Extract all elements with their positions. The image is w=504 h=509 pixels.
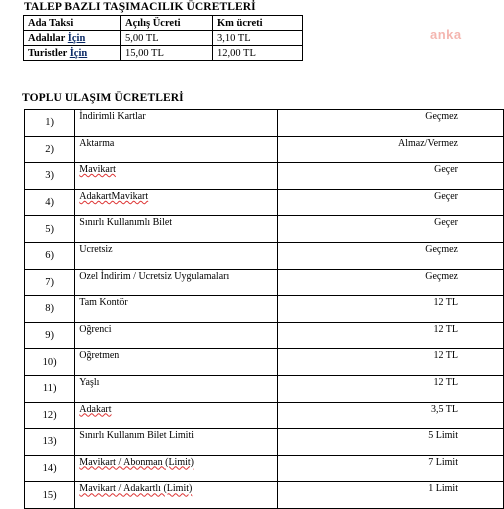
row-value: Geçmez: [277, 242, 503, 269]
opening-fee-cell: 15,00 TL: [121, 46, 213, 61]
table-row: [24, 31, 303, 46]
row-number: 7): [25, 269, 75, 296]
header-opening-fee: Açılış Ücreti: [121, 16, 213, 31]
table-row: [25, 136, 504, 163]
row-label-link: İçin: [69, 47, 88, 59]
table-row: [25, 242, 504, 269]
spellcheck-word: Adakart: [79, 403, 112, 415]
row-name: İndirimli Kartlar: [75, 110, 278, 137]
row-number: 9): [25, 322, 75, 349]
row-label-text: Turistler: [28, 47, 70, 59]
opening-fee-cell: 5,00 TL: [121, 31, 213, 46]
table-row: [25, 216, 504, 243]
table-header-row: [24, 16, 303, 31]
row-name: [75, 402, 278, 429]
row-number: 12): [25, 402, 75, 429]
row-value: 12 TL: [277, 322, 503, 349]
km-fee-cell: 12,00 TL: [213, 46, 303, 61]
row-name: Ozel İndirim / Ucretsiz Uygulamaları: [75, 269, 278, 296]
row-name: Sınırlı Kullanımlı Bilet: [75, 216, 278, 243]
spellcheck-word: AdakartMavikart: [79, 190, 149, 202]
row-number: 8): [25, 296, 75, 323]
row-value: 7 Limit: [277, 455, 503, 482]
row-value: 12 TL: [277, 349, 503, 376]
row-number: 4): [25, 189, 75, 216]
row-value: Almaz/Vermez: [277, 136, 503, 163]
row-name: [75, 189, 278, 216]
row-value: Geçmez: [277, 269, 503, 296]
public-transport-table: [24, 109, 504, 509]
row-value: 5 Limit: [277, 429, 503, 456]
row-value: 12 TL: [277, 296, 503, 323]
row-name: Aktarma: [75, 136, 278, 163]
row-name: [75, 482, 278, 509]
row-name: Oğrenci: [75, 322, 278, 349]
row-value: Geçer: [277, 189, 503, 216]
table-row: [25, 455, 504, 482]
row-label-text: Adalılar: [28, 32, 68, 44]
spellcheck-word: Mavikart / Adakartlı (Limit): [79, 483, 193, 495]
spellcheck-word: Mavikart: [79, 164, 116, 176]
row-name: Yaşlı: [75, 375, 278, 402]
table-row: [25, 189, 504, 216]
row-name: [75, 455, 278, 482]
row-name: [75, 163, 278, 190]
row-name: Sınırlı Kullanım Bilet Limiti: [75, 429, 278, 456]
table-row: [25, 482, 504, 509]
table-row: [25, 402, 504, 429]
row-value: Geçmez: [277, 110, 503, 137]
row-value: Geçer: [277, 216, 503, 243]
row-name: Oğretmen: [75, 349, 278, 376]
row-label-link: İçin: [67, 32, 86, 44]
row-value: 3,5 TL: [277, 402, 503, 429]
section-title-public-transport: TOPLU ULAŞIM ÜCRETLERİ: [22, 92, 184, 104]
row-number: 10): [25, 349, 75, 376]
row-value: Geçer: [277, 163, 503, 190]
header-ada-taksi: Ada Taksi: [24, 16, 121, 31]
table-row: [25, 429, 504, 456]
table-row: [25, 110, 504, 137]
demand-transport-table: [23, 15, 303, 61]
table-row: [25, 163, 504, 190]
row-number: 14): [25, 455, 75, 482]
row-number: 6): [25, 242, 75, 269]
table-row: [25, 375, 504, 402]
row-number: 2): [25, 136, 75, 163]
table-row: [25, 322, 504, 349]
row-value: 1 Limit: [277, 482, 503, 509]
table-row: [24, 46, 303, 61]
row-number: 1): [25, 110, 75, 137]
row-number: 15): [25, 482, 75, 509]
spellcheck-word: Mavikart / Abonman (Limit): [79, 456, 194, 468]
row-number: 3): [25, 163, 75, 190]
row-name: Ucretsiz: [75, 242, 278, 269]
header-km-fee: Km ücreti: [213, 16, 303, 31]
table-row: [25, 269, 504, 296]
table-row: [25, 296, 504, 323]
row-label: [24, 46, 121, 61]
table-row: [25, 349, 504, 376]
km-fee-cell: 3,10 TL: [213, 31, 303, 46]
row-name: Tam Kontör: [75, 296, 278, 323]
watermark-logo: anka: [430, 27, 462, 42]
row-number: 11): [25, 375, 75, 402]
row-number: 13): [25, 429, 75, 456]
row-label: [24, 31, 121, 46]
row-number: 5): [25, 216, 75, 243]
section-title-demand-transport: TALEP BAZLI TAŞIMACILIK ÜCRETLERİ: [24, 1, 256, 13]
row-value: 12 TL: [277, 375, 503, 402]
